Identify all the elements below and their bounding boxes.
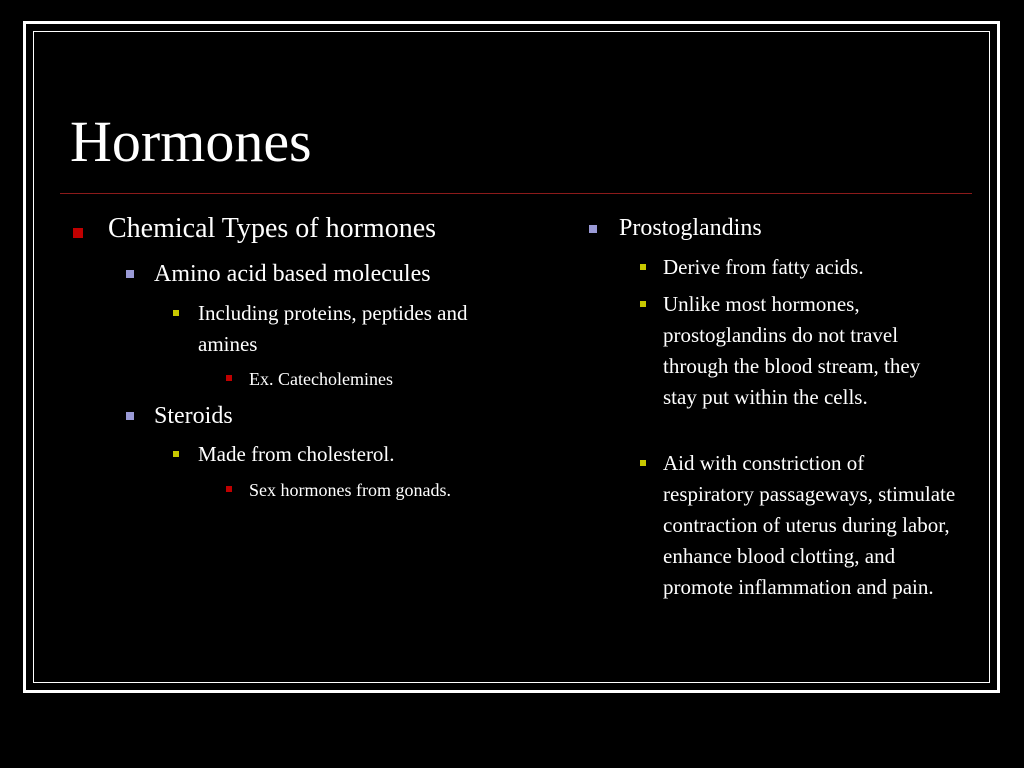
list-item <box>584 289 956 413</box>
square-bullet-icon <box>640 460 646 466</box>
bullet-text: Steroids <box>154 403 233 429</box>
square-bullet-icon <box>589 225 597 233</box>
square-bullet-icon <box>126 270 134 278</box>
square-bullet-icon <box>126 412 134 420</box>
title-divider <box>60 193 972 194</box>
bullet-text: Amino acid based molecules <box>154 261 431 287</box>
bullet-text: Ex. Catecholemines <box>249 369 393 389</box>
list-item <box>584 448 960 603</box>
bullet-text: Sex hormones from gonads. <box>249 480 451 500</box>
bullet-text: Chemical Types of hormones <box>108 213 437 244</box>
bullet-text: Derive from fatty acids. <box>663 255 864 279</box>
bullet-text: Prostoglandins <box>619 215 762 241</box>
list-item <box>70 401 634 431</box>
square-bullet-icon <box>640 264 646 270</box>
bullet-text: Aid with constriction of respiratory passageways, stimulate contraction of uterus during labor, enhance blood clotting, and promote inflammation and pain. <box>663 451 956 599</box>
list-item <box>70 212 588 246</box>
square-bullet-icon <box>640 301 646 307</box>
bullet-text: Unlike most hormones, prostoglandins do not travel through the blood stream, they stay put within the cells. <box>663 292 921 409</box>
square-bullet-icon <box>173 310 179 316</box>
bullet-text: Including proteins, peptides and amines <box>198 301 468 356</box>
list-item <box>70 298 540 360</box>
list-item <box>70 259 634 289</box>
list-item <box>584 213 999 243</box>
square-bullet-icon <box>226 486 232 492</box>
bullet-text: Made from cholesterol. <box>198 442 395 466</box>
square-bullet-icon <box>73 228 83 238</box>
square-bullet-icon <box>173 451 179 457</box>
list-item <box>584 252 1024 283</box>
slide-title: Hormones <box>70 109 312 174</box>
square-bullet-icon <box>226 375 232 381</box>
